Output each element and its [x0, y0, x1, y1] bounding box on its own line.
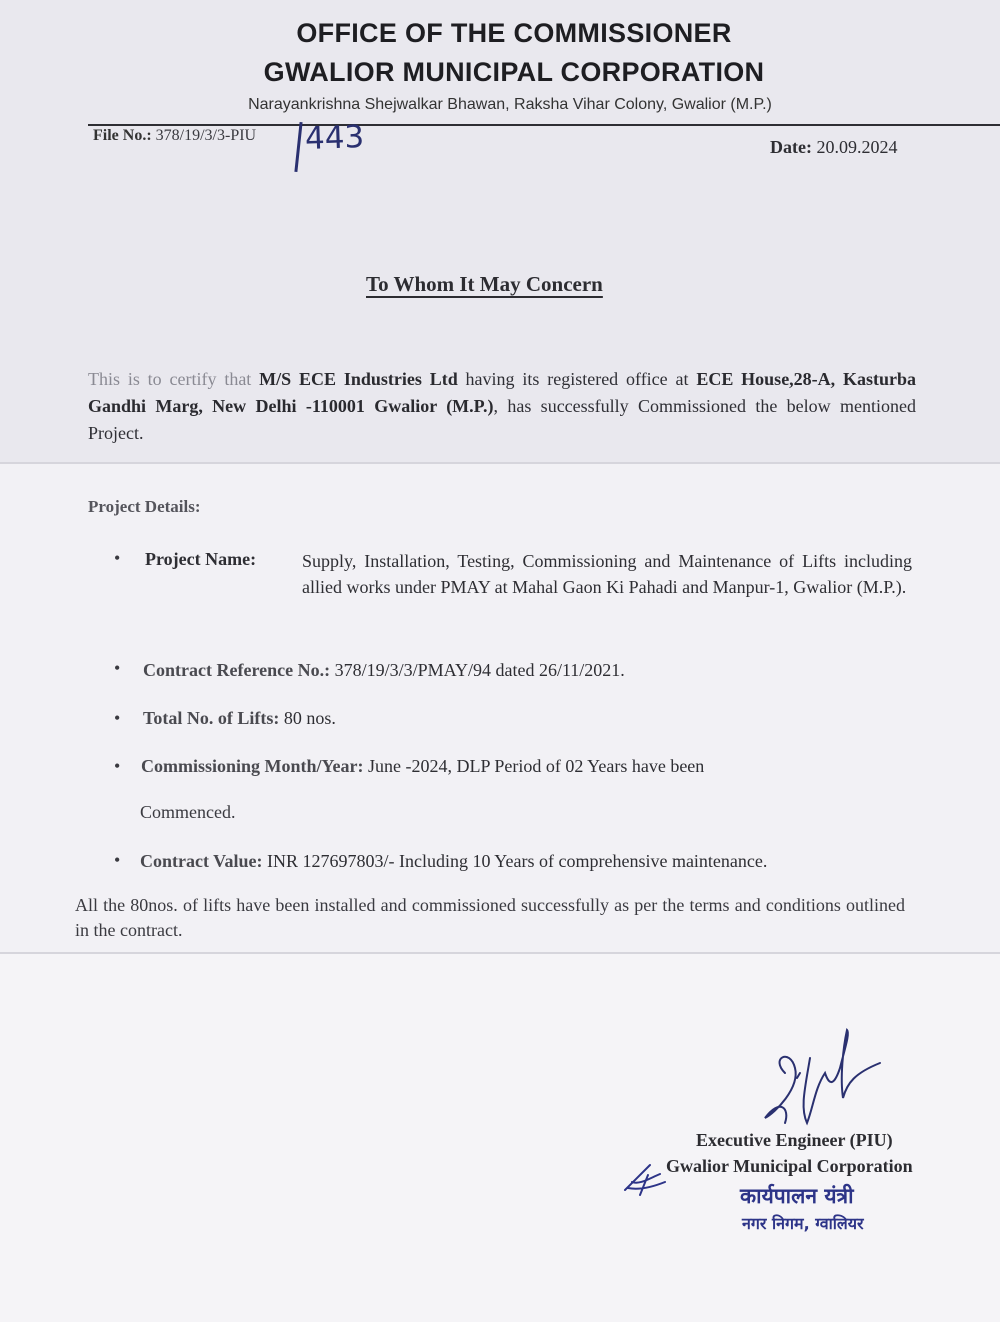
fold-line	[0, 952, 1000, 954]
contract-value-label: Contract Value:	[140, 851, 263, 871]
contract-reference-value: 378/19/3/3/PMAY/94 dated 26/11/2021.	[330, 660, 625, 680]
contract-value	[140, 848, 767, 874]
bullet: •	[114, 708, 121, 728]
company-name: M/S ECE Industries Ltd	[259, 369, 458, 389]
office-address: Narayankrishna Shejwalkar Bhawan, Raksha Vihar Colony, Gwalior (M.P.)	[248, 96, 772, 113]
details-heading: Project Details:	[88, 497, 201, 516]
bullet: •	[114, 756, 121, 776]
commissioning-value: June -2024, DLP Period of 02 Years have been	[363, 756, 705, 776]
stamp-organisation-hindi: नगर निगम, ग्वालियर	[742, 1214, 864, 1233]
total-lifts-value: 80 nos.	[279, 708, 336, 728]
commissioning-label: Commissioning Month/Year:	[141, 756, 364, 776]
project-name-value: Supply, Installation, Testing, Commissioning and Maintenance of Lifts including allied works under PMAY at Mahal Gaon Ki Pahadi and Manpur-1, Gwalior (M.P.).	[302, 551, 912, 597]
project-name-label: Project Name:	[145, 549, 257, 569]
date-value: 20.09.2024	[816, 137, 898, 157]
bullet: •	[114, 850, 121, 870]
intro-paragraph	[88, 366, 916, 447]
intro-text-2: having its registered office at	[457, 369, 697, 389]
bullet: •	[114, 548, 121, 568]
intro-text-3: , has successfully Commissioned the below mentioned Project.	[88, 396, 916, 443]
total-lifts	[143, 705, 336, 731]
total-lifts-label: Total No. of Lifts:	[143, 708, 280, 728]
date-label: Date:	[770, 137, 812, 157]
commissioning-value-continued: Commenced.	[140, 802, 236, 822]
signatory-designation: Executive Engineer (PIU)	[696, 1130, 893, 1150]
file-number	[93, 127, 256, 145]
contract-value-amount: INR 127697803/- Including 10 Years of comprehensive maintenance.	[262, 851, 768, 871]
commissioning	[141, 753, 704, 779]
corporation-title: GWALIOR MUNICIPAL CORPORATION	[263, 57, 765, 87]
intro-text-1: This is to certify that	[88, 369, 260, 389]
letter-date	[770, 137, 897, 158]
header-rule	[88, 124, 1000, 126]
closing-paragraph: All the 80nos. of lifts have been installed and commissioned successfully as per the terms and conditions outlined in the contract.	[75, 895, 905, 940]
file-number-value: 378/19/3/3-PIU	[155, 127, 257, 144]
initials-scribble	[620, 1160, 670, 1200]
stamp-designation-hindi: कार्यपालन यंत्री	[740, 1184, 854, 1208]
company-address: ECE House,28-A, Kasturba Gandhi Marg, New Delhi -110001 Gwalior (M.P.)	[88, 369, 917, 416]
signatory-organisation: Gwalior Municipal Corporation	[666, 1156, 913, 1176]
contract-reference-label: Contract Reference No.:	[143, 660, 331, 680]
file-number-label: File No.:	[93, 127, 152, 144]
bullet: •	[114, 658, 121, 678]
letter-title: To Whom It May Concern	[366, 272, 603, 296]
office-title: OFFICE OF THE COMMISSIONER	[296, 18, 732, 48]
handwritten-file-suffix: 443	[304, 118, 365, 158]
fold-line	[0, 462, 1000, 464]
signature-scribble	[755, 1028, 885, 1138]
contract-reference	[143, 657, 625, 683]
